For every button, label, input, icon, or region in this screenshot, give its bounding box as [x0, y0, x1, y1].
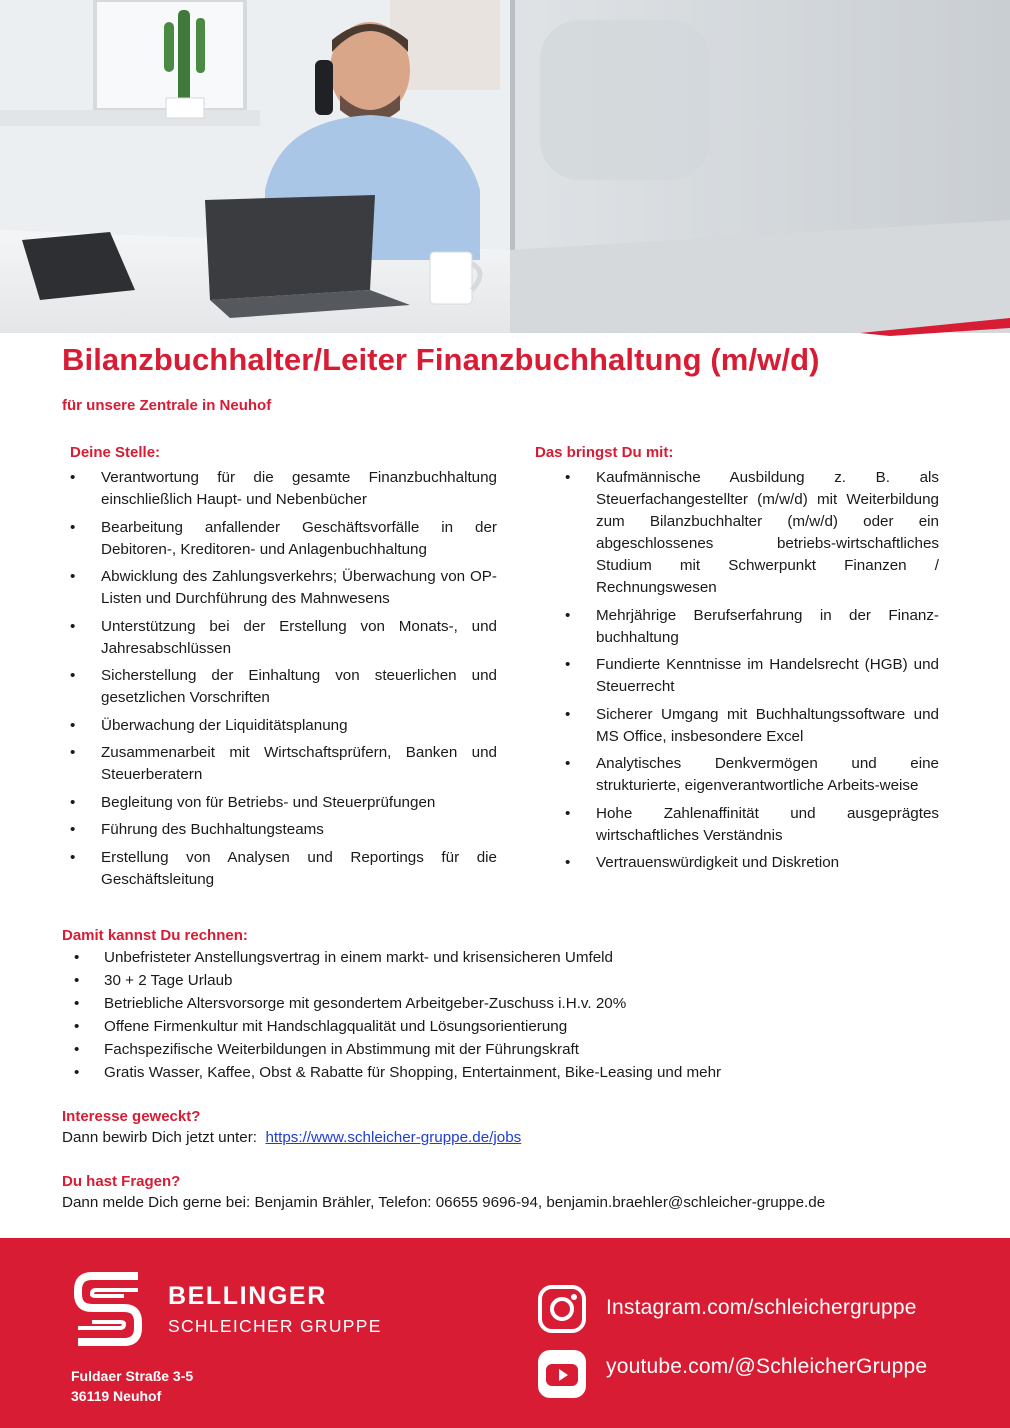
apply-text: Dann bewirb Dich jetzt unter: — [62, 1129, 257, 1146]
address-city: 36119 Neuhof — [71, 1388, 162, 1404]
address-street: Fuldaer Straße 3-5 — [71, 1368, 194, 1384]
contact-heading: Du hast Fragen? — [62, 1173, 181, 1190]
list-item: • Kaufmännische Ausbildung z. B. als Steuerfachangestellter (m/w/d) mit Weiterbildung zum Bilanzbuchhalter (m/w/d) oder ein abgeschlossenes betriebs-wirtschaftliches Studium mit Schwerpunkt Finanzen / Rechnungswesen — [535, 467, 939, 599]
list-item: • Sicherstellung der Einhaltung von steuerlichen und gesetzlichen Vorschriften — [70, 665, 497, 709]
stelle-heading: Deine Stelle: — [70, 444, 161, 461]
list-item: • Abwicklung des Zahlungsverkehrs; Überwachung von OP-Listen und Durchführung des Mahnwesens — [70, 566, 497, 610]
instagram-link[interactable]: Instagram.com/schleichergruppe — [606, 1296, 917, 1319]
apply-heading: Interesse geweckt? — [62, 1108, 201, 1125]
hero-photo — [0, 0, 1010, 333]
list-item: • Fundierte Kenntnisse im Handelsrecht (HGB) und Steuerrecht — [535, 654, 939, 698]
benefits-section — [62, 926, 942, 1084]
youtube-icon[interactable] — [537, 1349, 587, 1399]
list-item: • Gratis Wasser, Kaffee, Obst & Rabatte für Shopping, Entertainment, Bike-Leasing und mehr — [62, 1061, 942, 1084]
list-item: • Zusammenarbeit mit Wirtschaftsprüfern, Banken und Steuerberatern — [70, 742, 497, 786]
jobs-link[interactable]: https://www.schleicher-gruppe.de/jobs — [265, 1129, 522, 1146]
youtube-link[interactable]: youtube.com/@SchleicherGruppe — [606, 1355, 928, 1378]
brand-group: SCHLEICHER GRUPPE — [168, 1316, 382, 1336]
list-item: • Analytisches Denkvermögen und eine strukturierte, eigenverantwortliche Arbeits-weise — [535, 753, 939, 797]
company-logo-icon — [72, 1270, 144, 1348]
list-item: • Verantwortung für die gesamte Finanzbuchhaltung einschließlich Haupt- und Nebenbücher — [70, 467, 497, 511]
instagram-icon[interactable] — [537, 1284, 587, 1334]
stelle-section — [70, 443, 497, 896]
list-item: • Bearbeitung anfallender Geschäftsvorfälle in der Debitoren-, Kreditoren- und Anlagenbuchhaltung — [70, 517, 497, 561]
office-scene-illustration — [0, 0, 1010, 333]
footer — [0, 1238, 1010, 1428]
benefits-heading: Damit kannst Du rechnen: — [62, 927, 248, 944]
list-item: • Führung des Buchhaltungsteams — [70, 819, 497, 841]
contact-section — [62, 1171, 825, 1214]
contact-text: Dann melde Dich gerne bei: Benjamin Brähler, Telefon: 06655 9696-94, benjamin.braehler@schleicher-gruppe.de — [62, 1194, 826, 1211]
list-item: • Vertrauenswürdigkeit und Diskretion — [535, 852, 939, 874]
list-item: • Begleitung von für Betriebs- und Steuerprüfungen — [70, 792, 497, 814]
brand-name: BELLINGER — [168, 1282, 327, 1310]
list-item: • Hohe Zahlenaffinität und ausgeprägtes wirtschaftliches Verständnis — [535, 803, 939, 847]
stelle-list — [70, 467, 497, 891]
list-item: • Überwachung der Liquiditätsplanung — [70, 715, 497, 737]
benefits-list — [62, 946, 942, 1084]
list-item: • Fachspezifische Weiterbildungen in Abstimmung mit der Führungskraft — [62, 1038, 942, 1061]
list-item: • Offene Firmenkultur mit Handschlagqualität und Lösungsorientierung — [62, 1015, 942, 1038]
address — [71, 1366, 193, 1406]
profil-section — [535, 443, 939, 880]
list-item: • Erstellung von Analysen und Reportings für die Geschäftsleitung — [70, 847, 497, 891]
apply-section — [62, 1106, 521, 1149]
list-item: • Unterstützung bei der Erstellung von Monats-, und Jahresabschlüssen — [70, 616, 497, 660]
profil-heading: Das bringst Du mit: — [535, 444, 674, 461]
list-item: • Unbefristeter Anstellungsvertrag in einem markt- und krisensicheren Umfeld — [62, 946, 942, 969]
list-item: • Betriebliche Altersvorsorge mit gesondertem Arbeitgeber-Zuschuss i.H.v. 20% — [62, 992, 942, 1015]
job-title: Bilanzbuchhalter/Leiter Finanzbuchhaltung (m/w/d) — [62, 342, 820, 377]
profil-list — [535, 467, 939, 874]
job-location: für unsere Zentrale in Neuhof — [62, 397, 272, 414]
list-item: • 30 + 2 Tage Urlaub — [62, 969, 942, 992]
list-item: • Mehrjährige Berufserfahrung in der Finanz-buchhaltung — [535, 605, 939, 649]
list-item: • Sicherer Umgang mit Buchhaltungssoftware und MS Office, insbesondere Excel — [535, 704, 939, 748]
apply-line — [62, 1127, 521, 1149]
